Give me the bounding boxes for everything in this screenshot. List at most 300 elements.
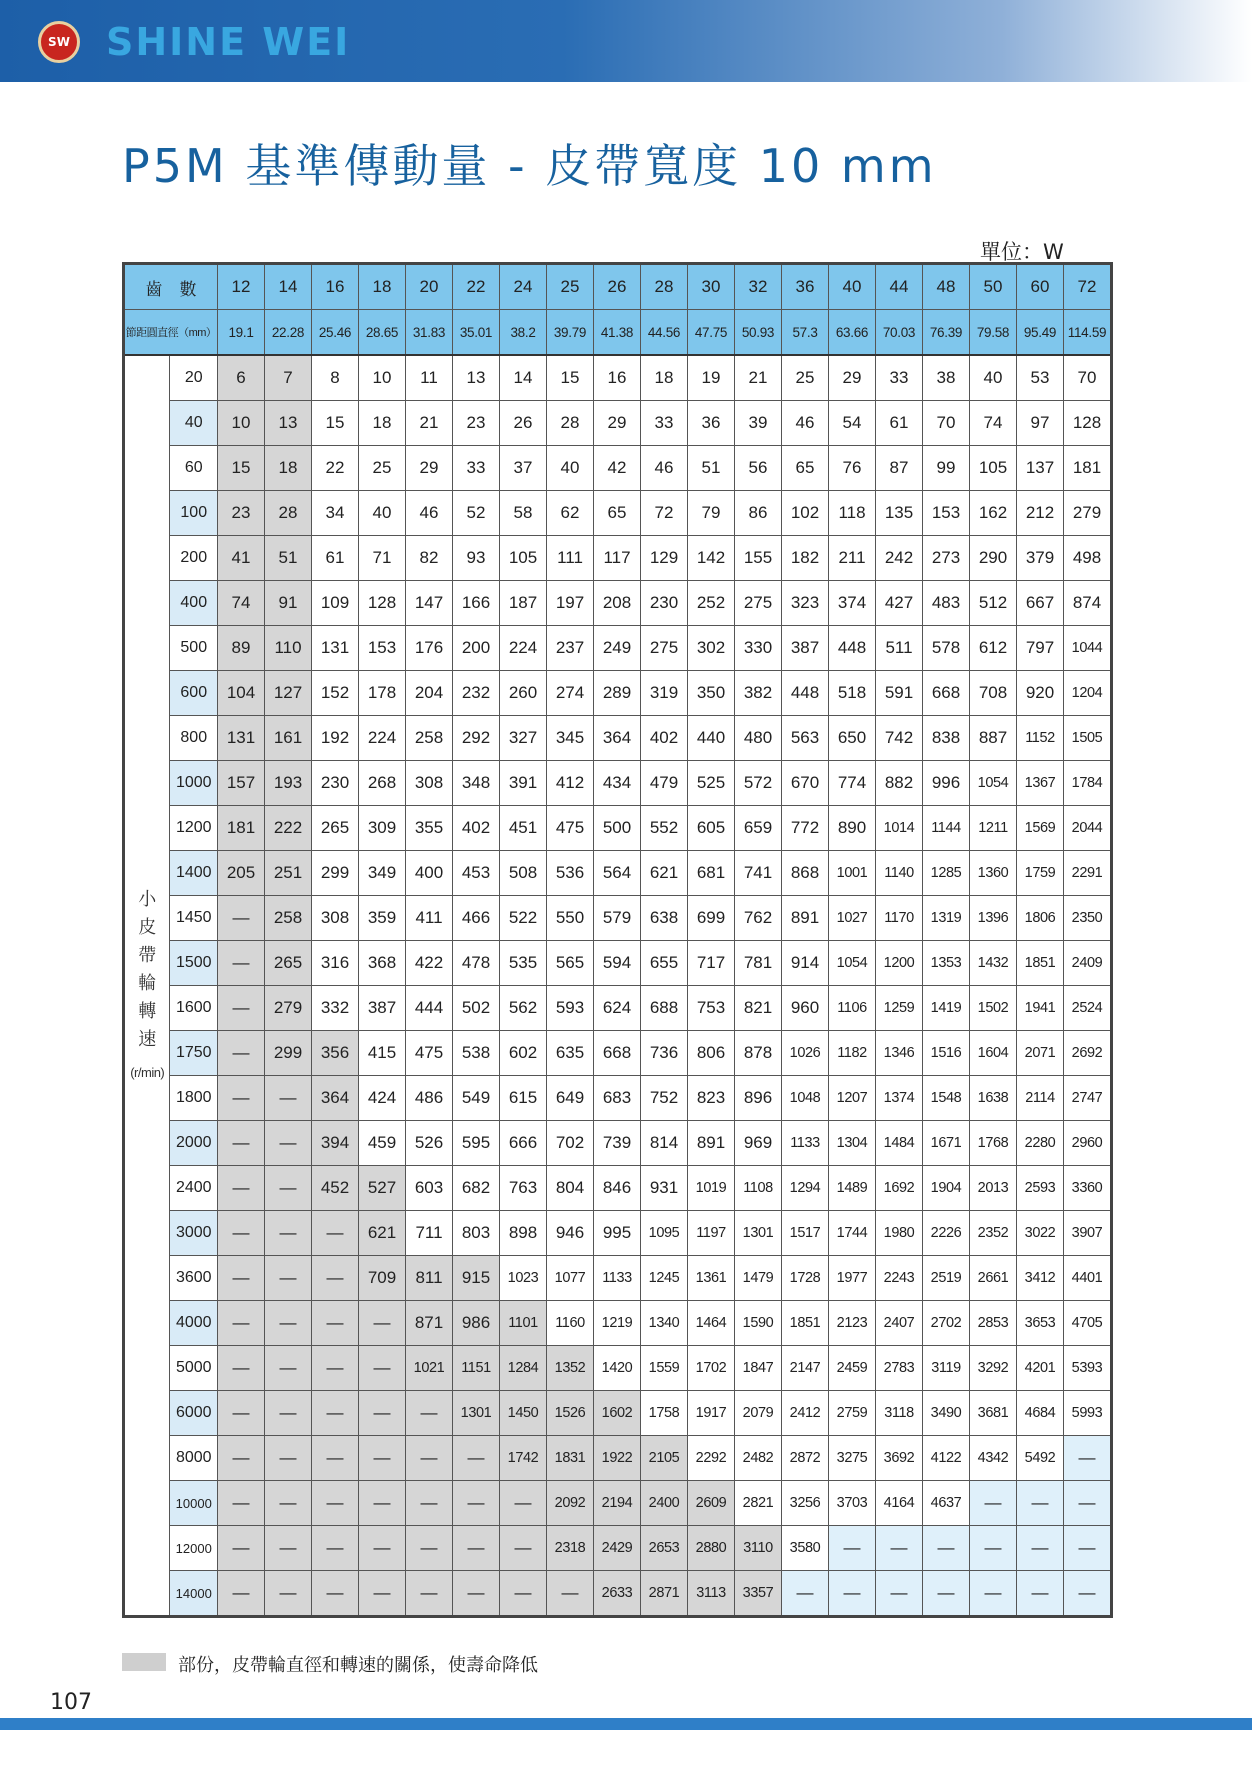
value-cell: 1702: [688, 1346, 735, 1391]
value-cell: 803: [453, 1211, 500, 1256]
value-cell: 502: [453, 986, 500, 1031]
value-cell: —: [218, 941, 265, 986]
value-cell: 741: [735, 851, 782, 896]
value-cell: 1784: [1064, 761, 1112, 806]
value-cell: 763: [500, 1166, 547, 1211]
value-cell: 649: [547, 1076, 594, 1121]
value-cell: 2105: [641, 1436, 688, 1481]
value-cell: 3110: [735, 1526, 782, 1571]
value-cell: 29: [406, 446, 453, 491]
value-cell: 1922: [594, 1436, 641, 1481]
pitch-header-cell: 41.38: [594, 310, 641, 356]
value-cell: —: [359, 1436, 406, 1481]
value-cell: 440: [688, 716, 735, 761]
value-cell: —: [312, 1301, 359, 1346]
value-cell: 2960: [1064, 1121, 1112, 1166]
value-cell: —: [312, 1346, 359, 1391]
value-cell: 323: [782, 581, 829, 626]
table-row: [124, 491, 1112, 536]
value-cell: 260: [500, 671, 547, 716]
value-cell: 655: [641, 941, 688, 986]
value-cell: 1604: [970, 1031, 1017, 1076]
value-cell: 2702: [923, 1301, 970, 1346]
value-cell: 3256: [782, 1481, 829, 1526]
value-cell: 708: [970, 671, 1017, 716]
value-cell: 2459: [829, 1346, 876, 1391]
value-cell: 2783: [876, 1346, 923, 1391]
value-cell: 914: [782, 941, 829, 986]
value-cell: 2350: [1064, 896, 1112, 941]
value-cell: 25: [359, 446, 406, 491]
value-cell: 3907: [1064, 1211, 1112, 1256]
value-cell: 212: [1017, 491, 1064, 536]
value-cell: 118: [829, 491, 876, 536]
value-cell: 1095: [641, 1211, 688, 1256]
value-cell: 22: [312, 446, 359, 491]
value-cell: 52: [453, 491, 500, 536]
value-cell: —: [265, 1481, 312, 1526]
value-cell: —: [265, 1346, 312, 1391]
value-cell: 51: [265, 536, 312, 581]
value-cell: 2194: [594, 1481, 641, 1526]
teeth-header-label: 齒 數: [124, 264, 218, 310]
value-cell: 453: [453, 851, 500, 896]
value-cell: 350: [688, 671, 735, 716]
value-cell: —: [359, 1526, 406, 1571]
value-cell: 258: [265, 896, 312, 941]
teeth-header-row: [124, 264, 1112, 310]
value-cell: 279: [265, 986, 312, 1031]
value-cell: 2044: [1064, 806, 1112, 851]
value-cell: 804: [547, 1166, 594, 1211]
value-cell: 21: [406, 401, 453, 446]
value-cell: 200: [453, 626, 500, 671]
table-row: [124, 401, 1112, 446]
value-cell: 1304: [829, 1121, 876, 1166]
pitch-header-cell: 28.65: [359, 310, 406, 356]
value-cell: —: [312, 1436, 359, 1481]
table-row: [124, 1391, 1112, 1436]
value-cell: 97: [1017, 401, 1064, 446]
value-cell: 595: [453, 1121, 500, 1166]
value-cell: 258: [406, 716, 453, 761]
value-cell: 275: [641, 626, 688, 671]
value-cell: 527: [359, 1166, 406, 1211]
value-cell: 3113: [688, 1571, 735, 1617]
value-cell: 46: [406, 491, 453, 536]
value-cell: 4201: [1017, 1346, 1064, 1391]
table-row: [124, 1211, 1112, 1256]
value-cell: 814: [641, 1121, 688, 1166]
value-cell: 147: [406, 581, 453, 626]
value-cell: 289: [594, 671, 641, 716]
value-cell: —: [312, 1211, 359, 1256]
rpm-cell: 500: [170, 626, 218, 671]
value-cell: 37: [500, 446, 547, 491]
value-cell: 1259: [876, 986, 923, 1031]
value-cell: 890: [829, 806, 876, 851]
value-cell: 1048: [782, 1076, 829, 1121]
value-cell: 51: [688, 446, 735, 491]
value-cell: 18: [359, 401, 406, 446]
value-cell: 682: [453, 1166, 500, 1211]
value-cell: 2079: [735, 1391, 782, 1436]
value-cell: 1744: [829, 1211, 876, 1256]
value-cell: 1014: [876, 806, 923, 851]
value-cell: 5492: [1017, 1436, 1064, 1481]
value-cell: —: [1017, 1571, 1064, 1617]
page-title: P5M 基準傳動量 - 皮帶寬度 10 mm: [122, 139, 937, 193]
value-cell: —: [359, 1481, 406, 1526]
teeth-header-cell: 12: [218, 264, 265, 310]
value-cell: 93: [453, 536, 500, 581]
value-cell: 128: [1064, 401, 1112, 446]
rpm-cell: 100: [170, 491, 218, 536]
teeth-header-cell: 36: [782, 264, 829, 310]
value-cell: 18: [641, 355, 688, 401]
value-cell: 1602: [594, 1391, 641, 1436]
value-cell: —: [312, 1481, 359, 1526]
value-cell: —: [406, 1526, 453, 1571]
value-cell: 1768: [970, 1121, 1017, 1166]
value-cell: 137: [1017, 446, 1064, 491]
value-cell: 1054: [829, 941, 876, 986]
value-cell: 2593: [1017, 1166, 1064, 1211]
value-cell: 62: [547, 491, 594, 536]
pitch-header-cell: 25.46: [312, 310, 359, 356]
value-cell: 512: [970, 581, 1017, 626]
value-cell: 670: [782, 761, 829, 806]
value-cell: 402: [453, 806, 500, 851]
value-cell: —: [359, 1571, 406, 1617]
value-cell: 650: [829, 716, 876, 761]
value-cell: 1759: [1017, 851, 1064, 896]
value-cell: —: [1064, 1436, 1112, 1481]
rpm-cell: 3600: [170, 1256, 218, 1301]
value-cell: 2429: [594, 1526, 641, 1571]
value-cell: 1170: [876, 896, 923, 941]
value-cell: 5993: [1064, 1391, 1112, 1436]
rpm-cell: 1600: [170, 986, 218, 1031]
teeth-header-cell: 26: [594, 264, 641, 310]
value-cell: 166: [453, 581, 500, 626]
table-row: [124, 581, 1112, 626]
value-cell: 86: [735, 491, 782, 536]
pitch-header-cell: 114.59: [1064, 310, 1112, 356]
value-cell: 946: [547, 1211, 594, 1256]
rpm-side-label: [124, 355, 170, 1617]
value-cell: 349: [359, 851, 406, 896]
table-row: [124, 626, 1112, 671]
value-cell: 3580: [782, 1526, 829, 1571]
value-cell: 452: [312, 1166, 359, 1211]
value-cell: 572: [735, 761, 782, 806]
value-cell: 1396: [970, 896, 1017, 941]
value-cell: —: [359, 1346, 406, 1391]
pitch-header-cell: 50.93: [735, 310, 782, 356]
value-cell: 434: [594, 761, 641, 806]
value-cell: 1319: [923, 896, 970, 941]
value-cell: 1516: [923, 1031, 970, 1076]
rpm-cell: 800: [170, 716, 218, 761]
value-cell: 61: [876, 401, 923, 446]
value-cell: —: [406, 1391, 453, 1436]
company-logo: SW: [38, 21, 80, 63]
value-cell: 265: [312, 806, 359, 851]
value-cell: 1284: [500, 1346, 547, 1391]
value-cell: 308: [406, 761, 453, 806]
value-cell: 603: [406, 1166, 453, 1211]
table-row: [124, 536, 1112, 581]
value-cell: —: [1064, 1526, 1112, 1571]
value-cell: 2661: [970, 1256, 1017, 1301]
value-cell: 811: [406, 1256, 453, 1301]
value-cell: 28: [265, 491, 312, 536]
value-cell: —: [218, 1526, 265, 1571]
value-cell: 878: [735, 1031, 782, 1076]
value-cell: 33: [453, 446, 500, 491]
value-cell: 479: [641, 761, 688, 806]
value-cell: 475: [547, 806, 594, 851]
teeth-header-cell: 28: [641, 264, 688, 310]
value-cell: 387: [782, 626, 829, 671]
value-cell: 176: [406, 626, 453, 671]
value-cell: —: [876, 1526, 923, 1571]
value-cell: 1301: [735, 1211, 782, 1256]
value-cell: 104: [218, 671, 265, 716]
rpm-cell: 200: [170, 536, 218, 581]
value-cell: 99: [923, 446, 970, 491]
value-cell: 3681: [970, 1391, 1017, 1436]
value-cell: 602: [500, 1031, 547, 1076]
value-cell: 591: [876, 671, 923, 716]
value-cell: 28: [547, 401, 594, 446]
value-cell: 659: [735, 806, 782, 851]
value-cell: 762: [735, 896, 782, 941]
value-cell: 23: [453, 401, 500, 446]
value-cell: —: [1017, 1481, 1064, 1526]
value-cell: 3703: [829, 1481, 876, 1526]
value-cell: 178: [359, 671, 406, 716]
value-cell: 1152: [1017, 716, 1064, 761]
value-cell: —: [265, 1571, 312, 1617]
footer-bar: [0, 1718, 1252, 1730]
value-cell: 79: [688, 491, 735, 536]
side-label-char: 速: [138, 1028, 157, 1049]
value-cell: 486: [406, 1076, 453, 1121]
value-cell: —: [1064, 1481, 1112, 1526]
teeth-header-cell: 50: [970, 264, 1017, 310]
side-label-char: 轉: [138, 1000, 157, 1021]
value-cell: —: [406, 1436, 453, 1481]
value-cell: 448: [782, 671, 829, 716]
rpm-cell: 600: [170, 671, 218, 716]
value-cell: 2400: [641, 1481, 688, 1526]
value-cell: 155: [735, 536, 782, 581]
value-cell: 2407: [876, 1301, 923, 1346]
value-cell: 157: [218, 761, 265, 806]
value-cell: 40: [547, 446, 594, 491]
value-cell: 2482: [735, 1436, 782, 1481]
value-cell: —: [970, 1526, 1017, 1571]
value-cell: 1847: [735, 1346, 782, 1391]
value-cell: —: [218, 1571, 265, 1617]
value-cell: —: [547, 1571, 594, 1617]
value-cell: 1464: [688, 1301, 735, 1346]
value-cell: 538: [453, 1031, 500, 1076]
value-cell: 36: [688, 401, 735, 446]
value-cell: 1904: [923, 1166, 970, 1211]
value-cell: 1021: [406, 1346, 453, 1391]
value-cell: 33: [641, 401, 688, 446]
pitch-header-label: 節距圓直徑（mm）: [124, 310, 218, 356]
value-cell: 15: [312, 401, 359, 446]
value-cell: 638: [641, 896, 688, 941]
legend-text: 部份，皮帶輪直徑和轉速的關係，使壽命降低: [178, 1655, 538, 1676]
value-cell: 887: [970, 716, 1017, 761]
value-cell: 1851: [1017, 941, 1064, 986]
value-cell: —: [218, 896, 265, 941]
side-label-char: 小: [138, 888, 157, 909]
rpm-cell: 1200: [170, 806, 218, 851]
table-row: [124, 1346, 1112, 1391]
value-cell: 19: [688, 355, 735, 401]
pitch-header-cell: 47.75: [688, 310, 735, 356]
value-cell: 871: [406, 1301, 453, 1346]
value-cell: 1352: [547, 1346, 594, 1391]
value-cell: 522: [500, 896, 547, 941]
value-cell: 774: [829, 761, 876, 806]
value-cell: 2853: [970, 1301, 1017, 1346]
value-cell: 152: [312, 671, 359, 716]
value-cell: 688: [641, 986, 688, 1031]
teeth-header-cell: 60: [1017, 264, 1064, 310]
value-cell: 230: [312, 761, 359, 806]
pitch-header-cell: 79.58: [970, 310, 1017, 356]
value-cell: 11: [406, 355, 453, 401]
teeth-header-cell: 16: [312, 264, 359, 310]
value-cell: —: [312, 1256, 359, 1301]
value-cell: 483: [923, 581, 970, 626]
value-cell: 29: [594, 401, 641, 446]
rpm-cell: 8000: [170, 1436, 218, 1481]
value-cell: 1200: [876, 941, 923, 986]
value-cell: 135: [876, 491, 923, 536]
value-cell: 38: [923, 355, 970, 401]
value-cell: 624: [594, 986, 641, 1031]
teeth-header-cell: 44: [876, 264, 923, 310]
value-cell: 475: [406, 1031, 453, 1076]
table-row: [124, 1256, 1112, 1301]
value-cell: 208: [594, 581, 641, 626]
value-cell: 986: [453, 1301, 500, 1346]
value-cell: 53: [1017, 355, 1064, 401]
value-cell: —: [218, 1256, 265, 1301]
value-cell: 564: [594, 851, 641, 896]
value-cell: —: [500, 1481, 547, 1526]
value-cell: —: [265, 1121, 312, 1166]
legend-swatch: [122, 1653, 166, 1671]
value-cell: 781: [735, 941, 782, 986]
rpm-cell: 5000: [170, 1346, 218, 1391]
value-cell: —: [218, 1301, 265, 1346]
value-cell: 251: [265, 851, 312, 896]
pitch-header-cell: 44.56: [641, 310, 688, 356]
value-cell: 7: [265, 355, 312, 401]
value-cell: 868: [782, 851, 829, 896]
value-cell: 181: [1064, 446, 1112, 491]
teeth-header-cell: 20: [406, 264, 453, 310]
value-cell: 10: [359, 355, 406, 401]
value-cell: 1340: [641, 1301, 688, 1346]
table-row: [124, 1436, 1112, 1481]
table-row: [124, 671, 1112, 716]
value-cell: 345: [547, 716, 594, 761]
value-cell: 252: [688, 581, 735, 626]
value-cell: 838: [923, 716, 970, 761]
value-cell: 23: [218, 491, 265, 536]
value-cell: 4164: [876, 1481, 923, 1526]
value-cell: 3275: [829, 1436, 876, 1481]
value-cell: 3490: [923, 1391, 970, 1436]
value-cell: 415: [359, 1031, 406, 1076]
value-cell: 153: [359, 626, 406, 671]
rpm-cell: 10000: [170, 1481, 218, 1526]
value-cell: 411: [406, 896, 453, 941]
value-cell: —: [265, 1301, 312, 1346]
value-cell: 402: [641, 716, 688, 761]
value-cell: 1346: [876, 1031, 923, 1076]
value-cell: 3022: [1017, 1211, 1064, 1256]
value-cell: 33: [876, 355, 923, 401]
value-cell: 26: [500, 401, 547, 446]
value-cell: 1728: [782, 1256, 829, 1301]
value-cell: 71: [359, 536, 406, 581]
value-cell: —: [1064, 1571, 1112, 1617]
value-cell: 1106: [829, 986, 876, 1031]
value-cell: 74: [970, 401, 1017, 446]
page-number: 107: [50, 1690, 92, 1715]
side-label-char: 輪: [138, 972, 157, 993]
value-cell: —: [312, 1571, 359, 1617]
value-cell: —: [406, 1571, 453, 1617]
value-cell: 105: [500, 536, 547, 581]
value-cell: 356: [312, 1031, 359, 1076]
value-cell: 621: [641, 851, 688, 896]
value-cell: 2291: [1064, 851, 1112, 896]
value-cell: 2013: [970, 1166, 1017, 1211]
value-cell: 4401: [1064, 1256, 1112, 1301]
teeth-header-cell: 14: [265, 264, 312, 310]
value-cell: 1140: [876, 851, 923, 896]
value-cell: 72: [641, 491, 688, 536]
value-cell: 1133: [782, 1121, 829, 1166]
value-cell: 193: [265, 761, 312, 806]
value-cell: 273: [923, 536, 970, 581]
value-cell: 736: [641, 1031, 688, 1076]
value-cell: 3653: [1017, 1301, 1064, 1346]
value-cell: 364: [594, 716, 641, 761]
value-cell: 508: [500, 851, 547, 896]
value-cell: 526: [406, 1121, 453, 1166]
value-cell: 76: [829, 446, 876, 491]
value-cell: 1367: [1017, 761, 1064, 806]
value-cell: 242: [876, 536, 923, 581]
value-cell: 374: [829, 581, 876, 626]
value-cell: 478: [453, 941, 500, 986]
value-cell: 2747: [1064, 1076, 1112, 1121]
table-row: [124, 716, 1112, 761]
